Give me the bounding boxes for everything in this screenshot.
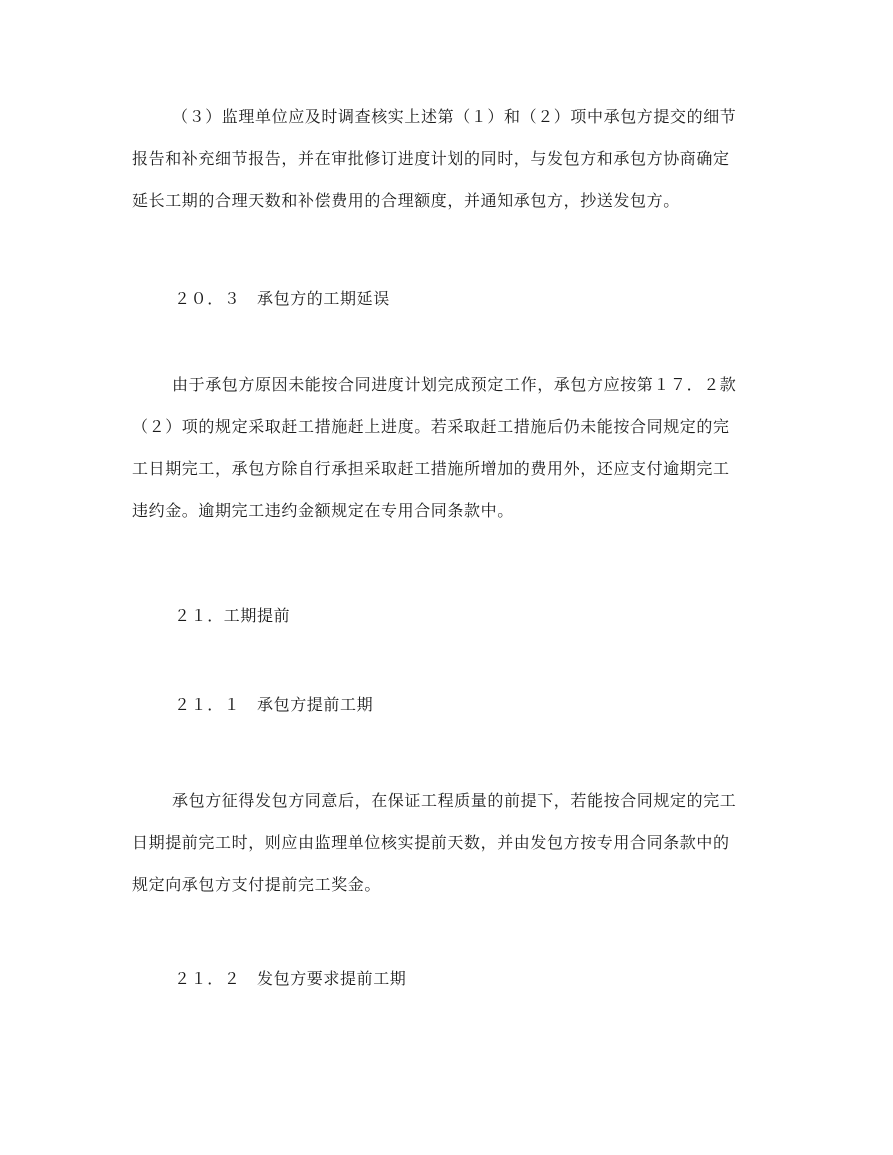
text-line: 由于承包方原因未能按合同进度计划完成预定工作，承包方应按第１７．２款 [172, 375, 737, 394]
text-line: （３）监理单位应及时调查核实上述第（１）和（２）项中承包方提交的细节 [172, 107, 737, 126]
heading-text: ２１．２ 发包方要求提前工期 [174, 969, 407, 988]
text-line: （２）项的规定采取赶工措施赶上进度。若采取赶工措施后仍未能按合同规定的完 [132, 417, 730, 436]
text-line: 规定向承包方支付提前完工奖金。 [132, 875, 382, 894]
text-line: 承包方征得发包方同意后，在保证工程质量的前提下，若能按合同规定的完工 [172, 791, 737, 810]
text-line: 延长工期的合理天数和补偿费用的合理额度，并通知承包方，抄送发包方。 [132, 191, 680, 210]
paragraph-contractor-delay [132, 364, 772, 532]
section-heading-21 [132, 595, 772, 637]
section-heading-20-3 [132, 278, 772, 320]
text-line: 工日期完工，承包方除自行承担采取赶工措施所增加的费用外，还应支付逾期完工 [132, 459, 730, 478]
text-line: 违约金。逾期完工违约金额规定在专用合同条款中。 [132, 501, 514, 520]
section-heading-21-1 [132, 684, 772, 726]
heading-text: ２１．工期提前 [174, 606, 291, 625]
heading-text: ２１．１ 承包方提前工期 [174, 695, 374, 714]
text-line: 日期提前完工时，则应由监理单位核实提前天数，并由发包方按专用合同条款中的 [132, 833, 730, 852]
heading-text: ２０．３ 承包方的工期延误 [174, 289, 390, 308]
paragraph-early-completion [132, 780, 772, 906]
text-line: 报告和补充细节报告，并在审批修订进度计划的同时，与发包方和承包方协商确定 [132, 149, 730, 168]
section-heading-21-2 [132, 958, 772, 1000]
paragraph-3-review [132, 96, 772, 222]
